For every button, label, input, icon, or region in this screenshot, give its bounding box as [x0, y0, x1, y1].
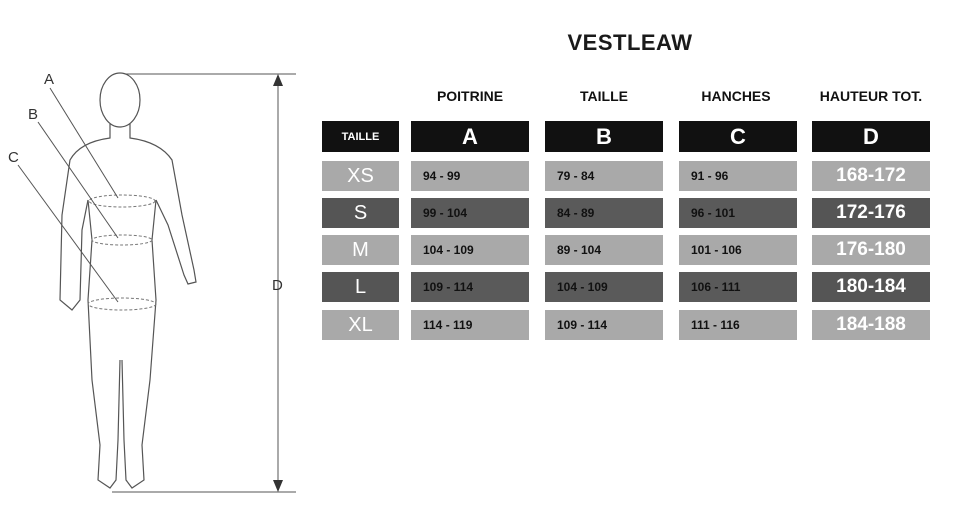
label-d: D	[272, 277, 283, 294]
cell-taille: 109 - 114	[545, 310, 663, 340]
cell-poitrine: 114 - 119	[411, 310, 529, 340]
label-a: A	[44, 71, 55, 88]
arrow-up-icon	[273, 74, 283, 86]
size-label: M	[322, 235, 399, 265]
letter-a: A	[411, 121, 529, 152]
body-measurement-figure	[0, 0, 320, 525]
cell-taille: 104 - 109	[545, 272, 663, 302]
col-header-hanches: HANCHES	[701, 88, 771, 104]
cell-hanches: 91 - 96	[679, 161, 797, 191]
letter-d: D	[812, 121, 930, 152]
cell-taille: 89 - 104	[545, 235, 663, 265]
cell-poitrine: 94 - 99	[411, 161, 529, 191]
measure-rings	[88, 195, 156, 310]
letter-c: C	[679, 121, 797, 152]
size-label: L	[322, 272, 399, 302]
cell-hanches: 96 - 101	[679, 198, 797, 228]
arrow-down-icon	[273, 480, 283, 492]
size-column-header: TAILLE	[322, 121, 399, 152]
size-label: XL	[322, 310, 399, 340]
cell-hanches: 106 - 111	[679, 272, 797, 302]
letter-b: B	[545, 121, 663, 152]
col-header-poitrine: POITRINE	[436, 88, 504, 104]
col-header-hauteur: HAUTEUR TOT.	[819, 88, 923, 104]
cell-hanches: 101 - 106	[679, 235, 797, 265]
cell-hauteur: 180-184	[812, 272, 930, 302]
cell-taille: 79 - 84	[545, 161, 663, 191]
cell-poitrine: 104 - 109	[411, 235, 529, 265]
cell-hanches: 111 - 116	[679, 310, 797, 340]
col-header-taille: TAILLE	[580, 88, 628, 104]
cell-taille: 84 - 89	[545, 198, 663, 228]
size-label: XS	[322, 161, 399, 191]
cell-hauteur: 172-176	[812, 198, 930, 228]
label-b: B	[28, 106, 39, 123]
leader-lines	[18, 74, 296, 492]
size-label: S	[322, 198, 399, 228]
cell-hauteur: 168-172	[812, 161, 930, 191]
cell-poitrine: 109 - 114	[411, 272, 529, 302]
cell-hauteur: 184-188	[812, 310, 930, 340]
label-c: C	[8, 149, 19, 166]
brand-title: VESTLEAW	[567, 30, 693, 55]
cell-poitrine: 99 - 104	[411, 198, 529, 228]
cell-hauteur: 176-180	[812, 235, 930, 265]
body-outline	[60, 73, 196, 488]
